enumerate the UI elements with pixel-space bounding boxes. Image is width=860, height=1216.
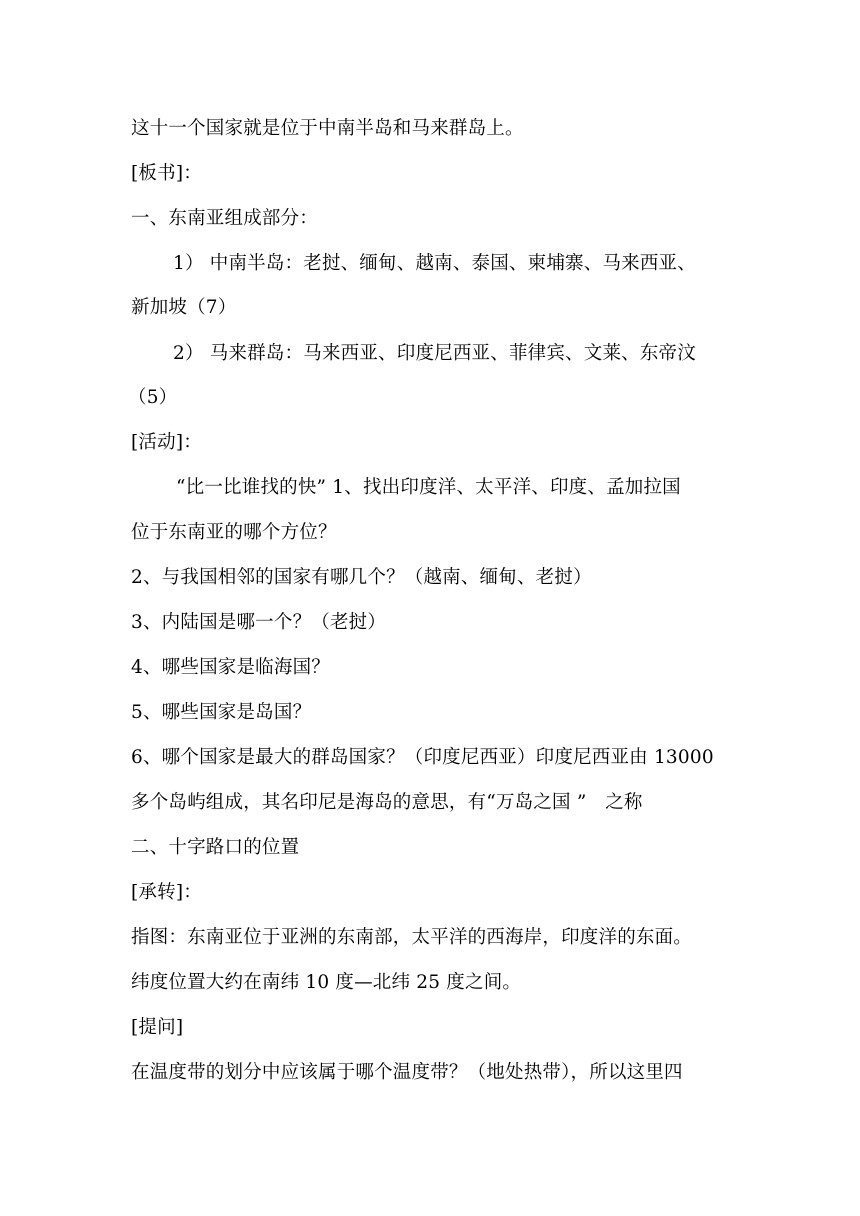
question-item: 2、与我国相邻的国家有哪几个？（越南、缅甸、老挝） xyxy=(131,567,592,588)
text-line: “比一比谁找的快” 1、找出印度洋、太平洋、印度、孟加拉国 xyxy=(176,477,681,498)
section-label-question: [提问] xyxy=(131,1017,184,1038)
list-item: 1） 中南半岛：老挝、缅甸、越南、泰国、柬埔寨、马来西亚、 xyxy=(173,253,696,274)
text-line: 纬度位置大约在南纬 10 度—北纬 25 度之间。 xyxy=(131,972,522,993)
question-item: 3、内陆国是哪一个？（老挝） xyxy=(131,612,387,633)
text-line: 指图：东南亚位于亚洲的东南部，太平洋的西海岸，印度洋的东面。 xyxy=(131,927,693,948)
section-label-board: [板书]： xyxy=(131,163,202,184)
section-heading: 二、十字路口的位置 xyxy=(131,837,300,858)
question-item: 5、哪些国家是岛国？ xyxy=(131,702,312,723)
text-line: 新加坡（7） xyxy=(131,297,237,318)
section-label-transition: [承转]： xyxy=(131,882,202,903)
list-item: 2） 马来群岛：马来西亚、印度尼西亚、菲律宾、文莱、东帝汶 xyxy=(173,343,696,364)
text-line: 多个岛屿组成，其名印尼是海岛的意思，有“万岛之国 ” 之称 xyxy=(131,792,643,813)
section-heading: 一、东南亚组成部分： xyxy=(131,208,319,229)
section-label-activity: [活动]： xyxy=(131,432,202,453)
text-line: 位于东南亚的哪个方位？ xyxy=(131,522,337,543)
question-item: 4、哪些国家是临海国？ xyxy=(131,657,330,678)
text-line: 这十一个国家就是位于中南半岛和马来群岛上。 xyxy=(131,118,524,139)
text-line: （5） xyxy=(128,387,178,408)
question-item: 6、哪个国家是最大的群岛国家？（印度尼西亚）印度尼西亚由 13000 xyxy=(131,747,714,768)
text-line: 在温度带的划分中应该属于哪个温度带？（地处热带），所以这里四 xyxy=(131,1062,683,1083)
